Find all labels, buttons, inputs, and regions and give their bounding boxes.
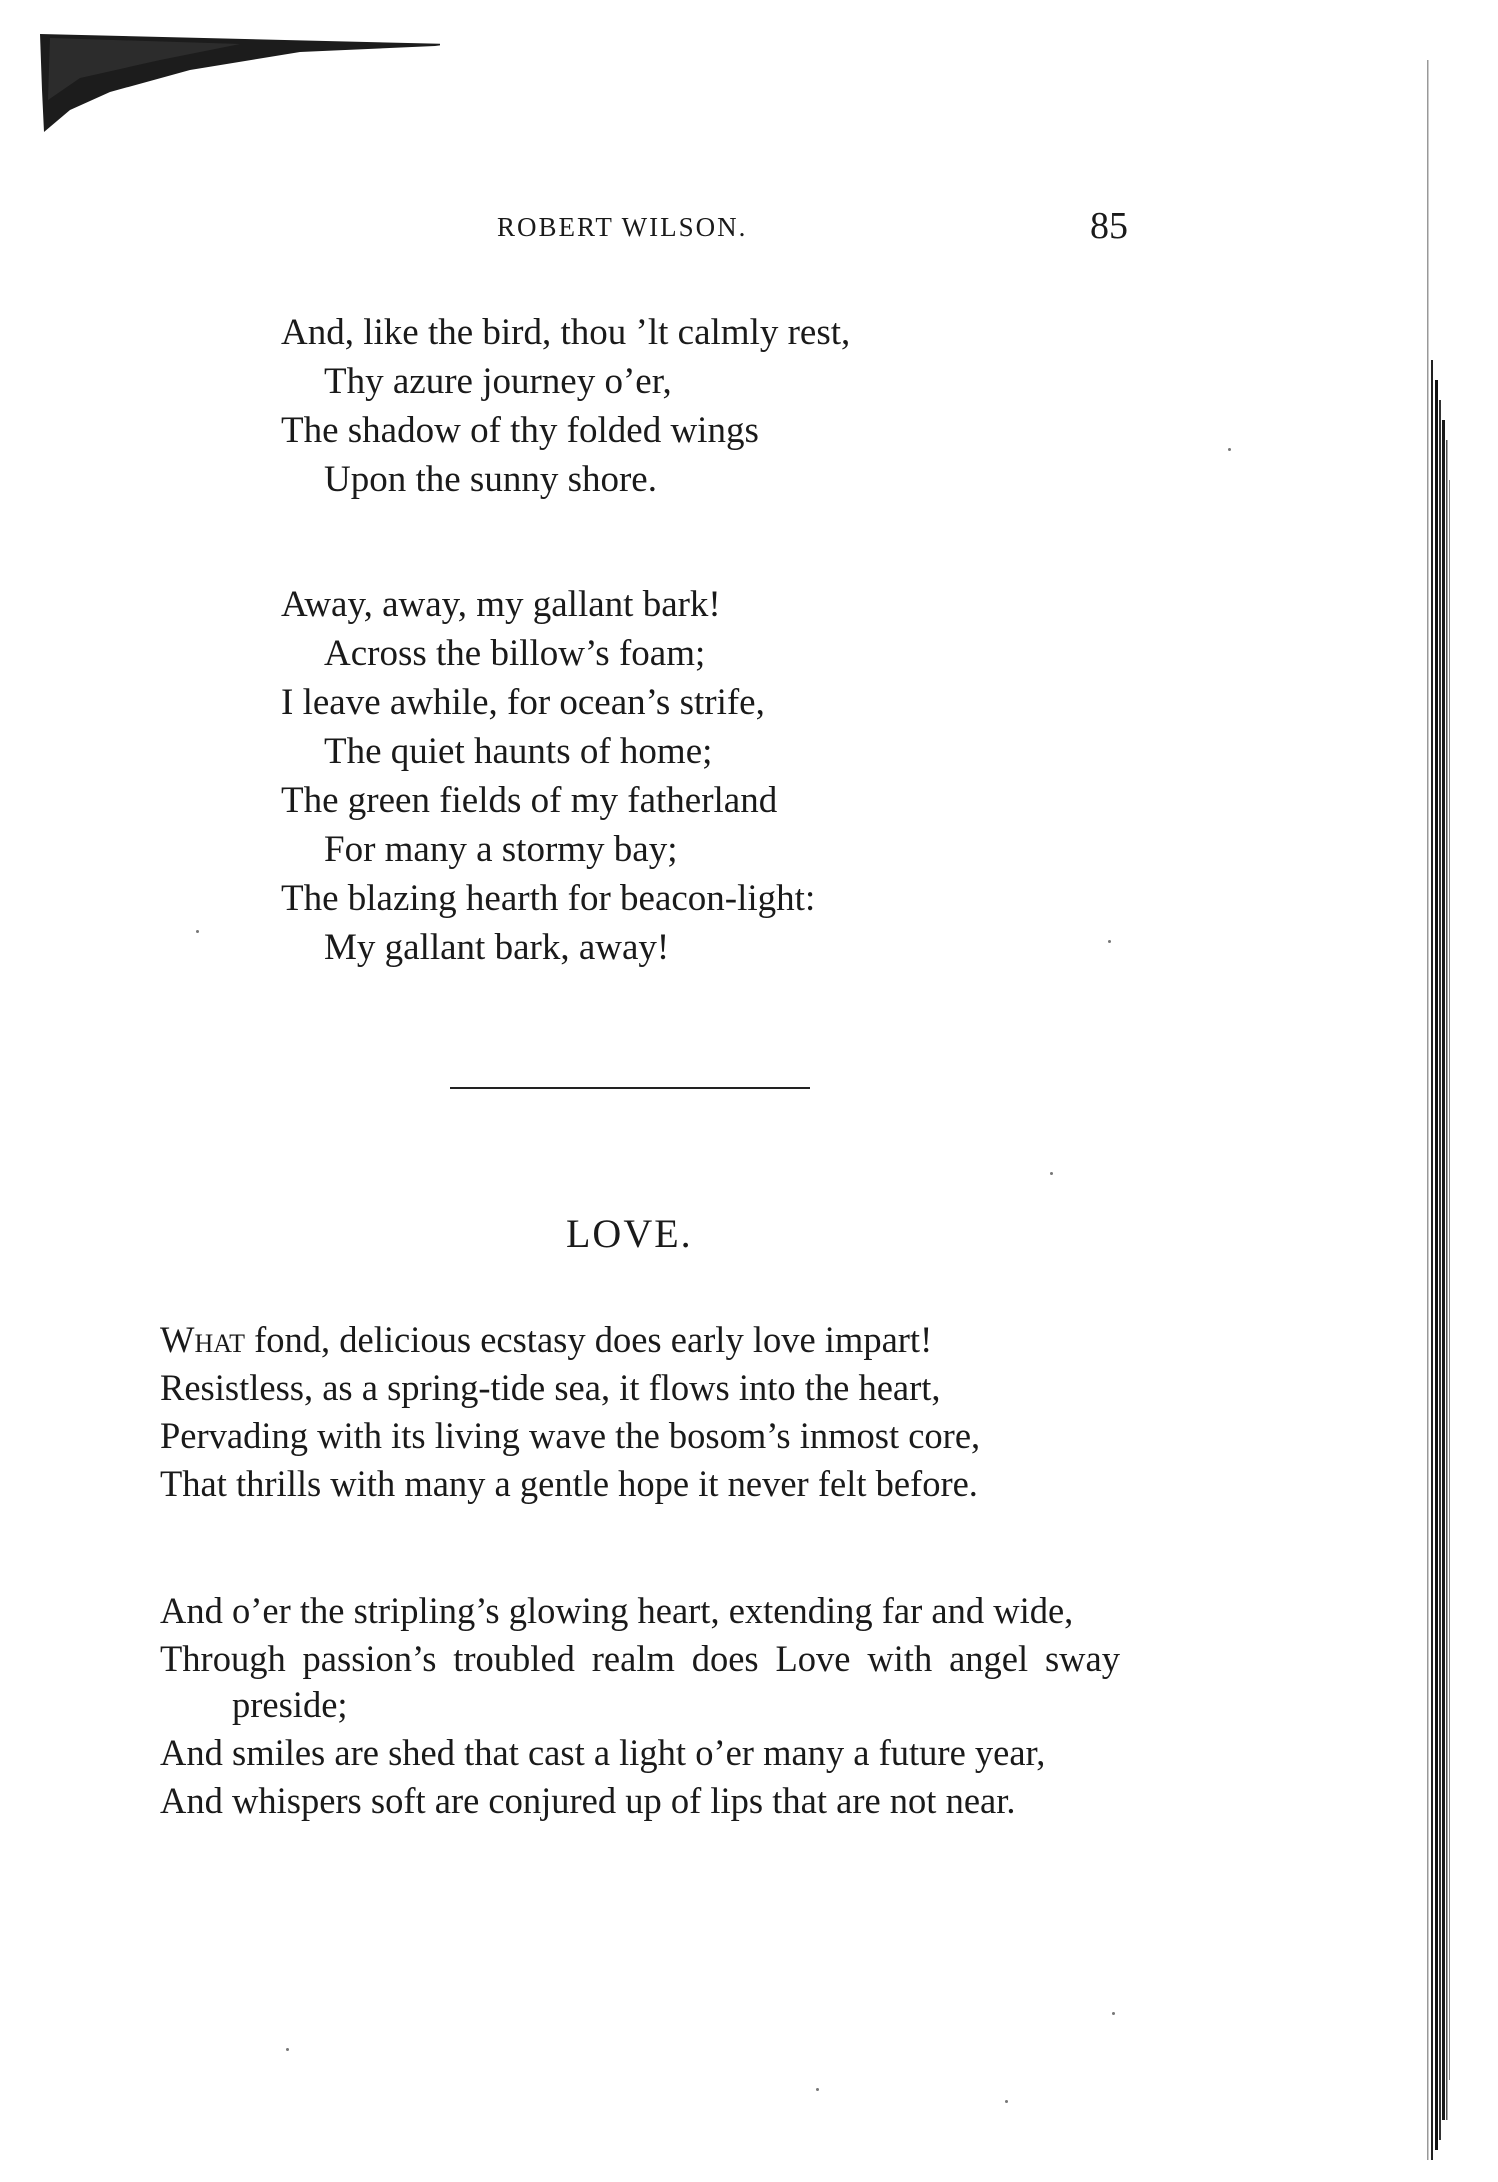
verse-line: Upon the sunny shore. bbox=[324, 459, 657, 500]
paper-speck bbox=[1005, 2100, 1008, 2103]
poem-stanza-2 bbox=[281, 580, 815, 972]
love-stanza-1 bbox=[160, 1316, 980, 1508]
page-corner-shadow bbox=[40, 30, 440, 140]
paper-speck bbox=[1228, 448, 1231, 451]
page-number: 85 bbox=[1090, 205, 1128, 247]
verse-line: The shadow of thy folded wings bbox=[281, 410, 759, 451]
verse-line: And whispers soft are conjured up of lips that are not near. bbox=[160, 1780, 1016, 1821]
paper-speck bbox=[1050, 1172, 1053, 1175]
verse-line: And, like the bird, thou ’lt calmly rest, bbox=[281, 312, 851, 353]
verse-line: The quiet haunts of home; bbox=[324, 731, 713, 772]
verse-line: Resistless, as a spring-tide sea, it flows into the heart, bbox=[160, 1367, 941, 1408]
verse-line: Thy azure journey o’er, bbox=[324, 361, 672, 402]
verse-line: And smiles are shed that cast a light o’er many a future year, bbox=[160, 1732, 1046, 1773]
verse-line: For many a stormy bay; bbox=[324, 829, 678, 870]
verse-line: Through passion’s troubled realm does Love with angel sway preside; bbox=[160, 1638, 1120, 1725]
paper-speck bbox=[1112, 2012, 1115, 2015]
verse-line: Away, away, my gallant bark! bbox=[281, 584, 721, 625]
verse-line-rest: fond, delicious ecstasy does early love impart! bbox=[245, 1319, 933, 1360]
paper-speck bbox=[1108, 940, 1111, 943]
running-head: ROBERT WILSON. bbox=[497, 212, 748, 242]
love-stanza-2 bbox=[160, 1588, 1120, 1826]
paper-speck bbox=[286, 2048, 289, 2051]
verse-line: That thrills with many a gentle hope it never felt before. bbox=[160, 1463, 978, 1504]
page-gutter-binding bbox=[1405, 60, 1455, 2160]
drop-word: What bbox=[160, 1319, 246, 1360]
verse-line: The green fields of my fatherland bbox=[281, 780, 778, 821]
verse-line: And o’er the stripling’s glowing heart, extending far and wide, bbox=[160, 1590, 1074, 1631]
verse-line: Pervading with its living wave the bosom’s inmost core, bbox=[160, 1415, 981, 1456]
paper-speck bbox=[816, 2088, 819, 2091]
paper-speck bbox=[196, 930, 199, 933]
section-divider bbox=[450, 1087, 810, 1089]
verse-line bbox=[160, 1316, 980, 1364]
verse-line: The blazing hearth for beacon-light: bbox=[281, 878, 816, 919]
verse-line: I leave awhile, for ocean’s strife, bbox=[281, 682, 765, 723]
verse-line: Across the billow’s foam; bbox=[324, 633, 706, 674]
poem-stanza-1 bbox=[281, 308, 850, 504]
verse-line: My gallant bark, away! bbox=[324, 927, 670, 968]
poem-title: LOVE. bbox=[566, 1211, 693, 1256]
